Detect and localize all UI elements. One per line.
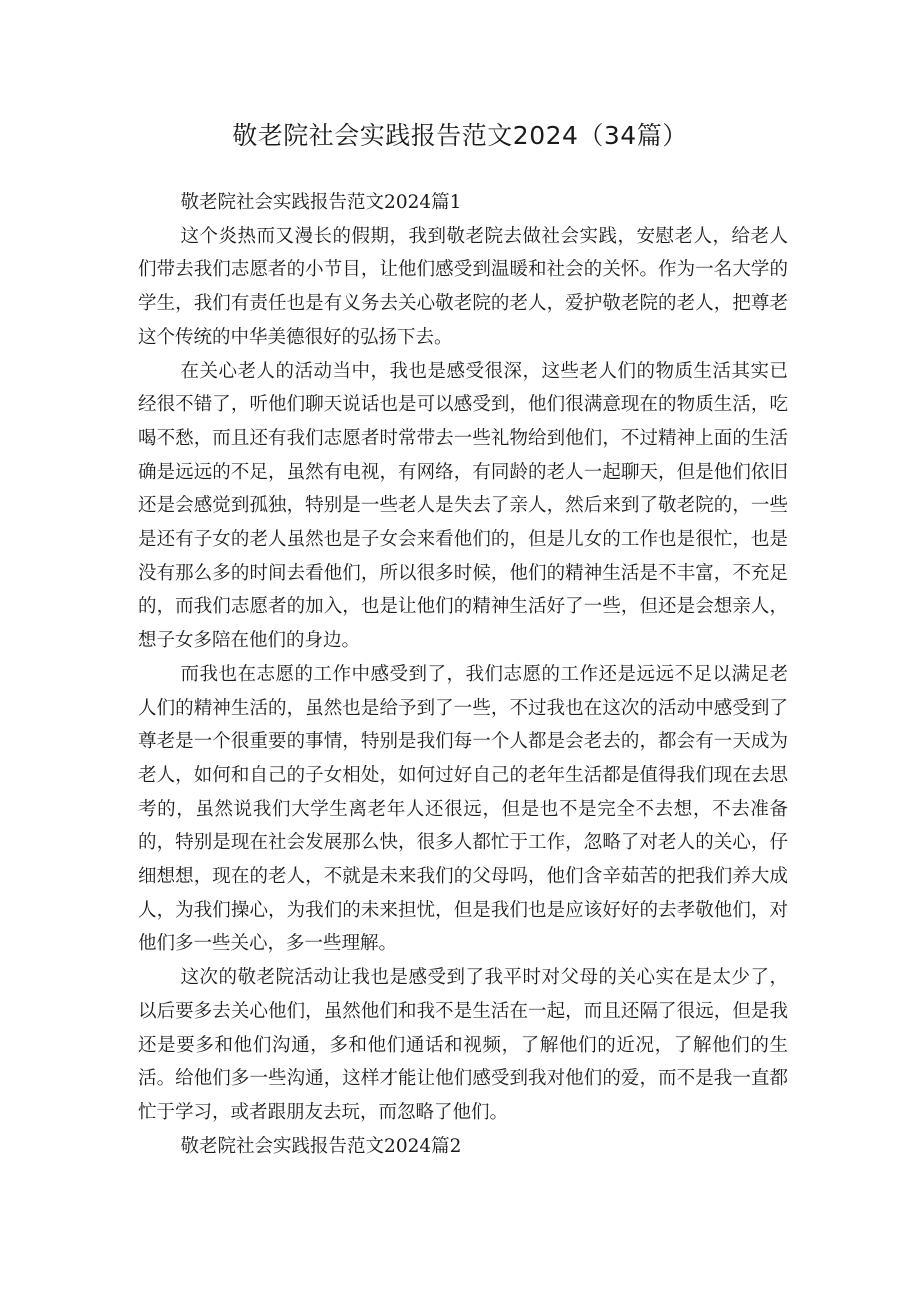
document-body	[138, 186, 788, 1163]
section-heading-2: 敬老院社会实践报告范文2024篇2	[180, 1135, 462, 1157]
paragraph-3: 而我也在志愿的工作中感受到了，我们志愿的工作还是远远不足以满足老人们的精神生活的，虽然也是给予到了一些，不过我也在这次的活动中感受到了尊老是一个很重要的事情，特别是我们每一个人都是会老去的，都会有一天成为老人，如何和自己的子女相处，如何过好自己的老年生活都是值得我们现在去思考的，虽然说我们大学生离老年人还很远，但是也不是完全不去想，不去准备的，特别是现在社会发展那么快，很多人都忙于工作，忽略了对老人的关心，仔细想想，现在的老人，不就是未来我们的父母吗，他们含辛茹苦的把我们养大成人，为我们操心，为我们的未来担忧，但是我们也是应该好好的去孝敬他们，对他们多一些关心，多一些理解。	[138, 663, 788, 955]
paragraph-1: 这个炎热而又漫长的假期，我到敬老院去做社会实践，安慰老人，给老人们带去我们志愿者的小节目，让他们感受到温暖和社会的关怀。作为一名大学的学生，我们有责任也是有义务去关心敬老院的老人，爱护敬老院的老人，把尊老这个传统的中华美德很好的弘扬下去。	[138, 225, 788, 348]
paragraph-4: 这次的敬老院活动让我也是感受到了我平时对父母的关心实在是太少了，以后要多去关心他们，虽然他们和我不是生活在一起，而且还隔了很远，但是我还是要多和他们沟通，多和他们通话和视频，了解他们的近况，了解他们的生活。给他们多一些沟通，这样才能让他们感受到我对他们的爱，而不是我一直都忙于学习，或者跟朋友去玩，而忽略了他们。	[138, 967, 788, 1123]
paragraph-2: 在关心老人的活动当中，我也是感受很深，这些老人们的物质生活其实已经很不错了，听他们聊天说话也是可以感受到，他们很满意现在的物质生活，吃喝不愁，而且还有我们志愿者时常带去一些礼物给到他们，不过精神上面的生活确是远远的不足，虽然有电视，有网络，有同龄的老人一起聊天，但是他们依旧还是会感觉到孤独，特别是一些老人是失去了亲人，然后来到了敬老院的，一些是还有子女的老人虽然也是子女会来看他们的，但是儿女的工作也是很忙，也是没有那么多的时间去看他们，所以很多时候，他们的精神生活是不丰富，不充足的，而我们志愿者的加入，也是让他们的精神生活好了一些，但还是会想亲人，想子女多陪在他们的身边。	[138, 360, 788, 652]
document-title: 敬老院社会实践报告范文2024（34篇）	[232, 121, 688, 150]
section-heading-1: 敬老院社会实践报告范文2024篇1	[180, 192, 462, 213]
